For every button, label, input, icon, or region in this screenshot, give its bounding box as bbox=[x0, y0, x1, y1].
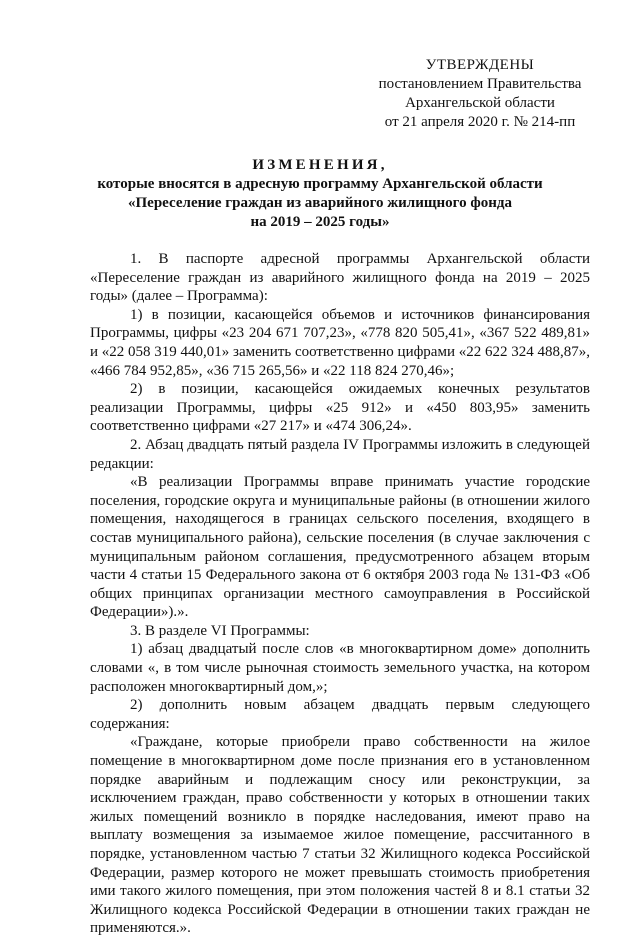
paragraph: 2) дополнить новым абзацем двадцать первым следующего содержания: bbox=[90, 697, 590, 732]
paragraph: 1) абзац двадцатый после слов «в многоквартирном доме» дополнить словами «, в том числе рыночная стоимость земельного участка, на котором расположен многоквартирный дом,»; bbox=[90, 641, 590, 695]
document-body bbox=[90, 250, 590, 938]
approval-line: Архангельской области bbox=[405, 95, 555, 111]
paragraph: 1. В паспорте адресной программы Архангельской области «Переселение граждан из аварийного жилищного фонда на 2019 – 2025 годы» (далее – Программа): bbox=[90, 251, 590, 305]
paragraph: 1) в позиции, касающейся объемов и источников финансирования Программы, цифры «23 204 671 707,23», «778 820 505,41», «367 522 489,81» и «22 058 319 440,01» заменить соответственно цифрами «22 622 324 488,87», «466 784 952,85», «36 715 265,56» и «22 118 824 270,46»; bbox=[90, 306, 590, 379]
paragraph: 2) в позиции, касающейся ожидаемых конечных результатов реализации Программы, цифры «25 912» и «450 803,95» заменить соответственно цифрами «27 217» и «474 306,24». bbox=[90, 381, 590, 435]
approval-line: постановлением Правительства bbox=[378, 76, 582, 92]
approval-line: от 21 апреля 2020 г. № 214-пп bbox=[384, 114, 576, 130]
title-line: на 2019 – 2025 годы» bbox=[250, 214, 390, 230]
title-heading: ИЗМЕНЕНИЯ, bbox=[252, 157, 388, 173]
paragraph: «Граждане, которые приобрели право собственности на жилое помещение в многоквартирном доме после признания его в установленном порядке аварийным и подлежащим сносу или реконструкции, за исключением граждан, право собственности у которых в отношении таких жилых помещений возникло в порядке наследования, имеют право на выплату возмещения за изымаемое жилое помещение, рассчитанного в порядке, установленном частью 7 статьи 32 Жилищного кодекса Российской Федерации, размер которого не может превышать стоимость приобретения ими такого жилого помещения, при этом положения частей 8 и 8.1 статьи 32 Жилищного кодекса Российской Федерации в отношении таких граждан не применяются.». bbox=[90, 734, 590, 937]
approval-heading: УТВЕРЖДЕНЫ bbox=[425, 57, 535, 73]
title-line: которые вносятся в адресную программу Архангельской области bbox=[97, 176, 543, 192]
document-title bbox=[60, 156, 580, 232]
paragraph: «В реализации Программы вправе принимать участие городские поселения, городские округа и муниципальные районы (в отношении жилого помещения, находящегося в границах сельского поселения, входящего в состав муниципального района), сельские поселения (в случае заключения с муниципальным районом соглашения, предусмотренного абзацем вторым части 4 статьи 15 Федерального закона от 6 октября 2003 года № 131-ФЗ «Об общих принципах организации местного самоуправления в Российской Федерации»).». bbox=[90, 474, 590, 621]
paragraph: 2. Абзац двадцать пятый раздела IV Программы изложить в следующей редакции: bbox=[90, 436, 590, 472]
paragraph: 3. В разделе VI Программы: bbox=[130, 622, 310, 639]
approval-stamp bbox=[360, 56, 600, 132]
title-line: «Переселение граждан из аварийного жилищного фонда bbox=[128, 195, 512, 211]
